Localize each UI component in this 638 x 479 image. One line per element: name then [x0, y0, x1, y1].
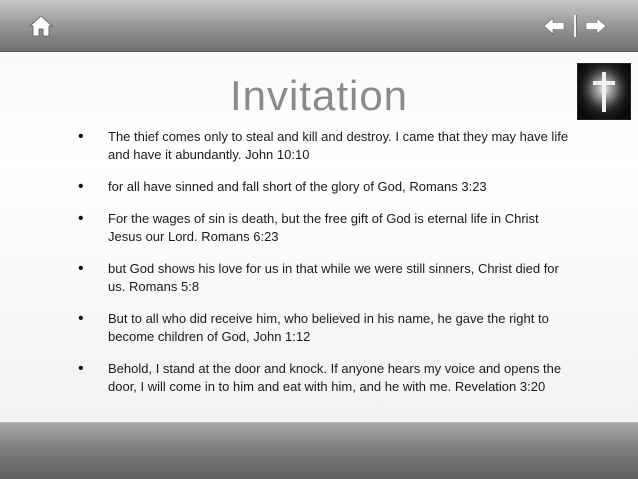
bullet-marker: • — [78, 360, 84, 377]
cross-icon — [578, 64, 630, 119]
bullet-text: Behold, I stand at the door and knock. If anyone hears my voice and opens the door, I will come in to him and eat with him, and he with me. Revelation 3:20 — [108, 361, 562, 394]
slide-title: Invitation — [229, 72, 409, 119]
bullet-marker: • — [78, 178, 84, 195]
next-slide-button[interactable] — [582, 14, 610, 38]
bullet-marker: • — [78, 128, 84, 145]
list-item — [70, 360, 570, 396]
slide-content — [0, 52, 638, 422]
bullet-text: But to all who did receive him, who believed in his name, he gave the right to become children of God, John 1:12 — [108, 311, 549, 344]
bullet-list — [70, 128, 570, 410]
bullet-text: For the wages of sin is death, but the free gift of God is eternal life in Christ Jesus our Lord. Romans 6:23 — [108, 211, 539, 244]
bullet-marker: • — [78, 210, 84, 227]
list-item — [70, 128, 570, 164]
top-toolbar — [0, 0, 638, 52]
list-item — [70, 178, 570, 196]
bullet-text: The thief comes only to steal and kill and destroy. I came that they may have life and have it abundantly. John 10:10 — [108, 129, 569, 162]
nav-divider — [574, 15, 576, 37]
bullet-marker: • — [78, 260, 84, 277]
arrow-left-icon — [543, 17, 565, 35]
home-button[interactable] — [28, 14, 54, 38]
list-item — [70, 210, 570, 246]
bullet-text: but God shows his love for us in that while we were still sinners, Christ died for us. Romans 5:8 — [108, 261, 559, 294]
arrow-right-icon — [585, 17, 607, 35]
previous-slide-button[interactable] — [540, 14, 568, 38]
bullet-marker: • — [78, 310, 84, 327]
list-item — [70, 260, 570, 296]
bullet-text: for all have sinned and fall short of the glory of God, Romans 3:23 — [108, 179, 487, 194]
home-icon — [28, 14, 54, 38]
navigation-controls — [540, 14, 610, 38]
bottom-toolbar — [0, 422, 638, 479]
cross-image — [577, 63, 631, 120]
list-item — [70, 310, 570, 346]
